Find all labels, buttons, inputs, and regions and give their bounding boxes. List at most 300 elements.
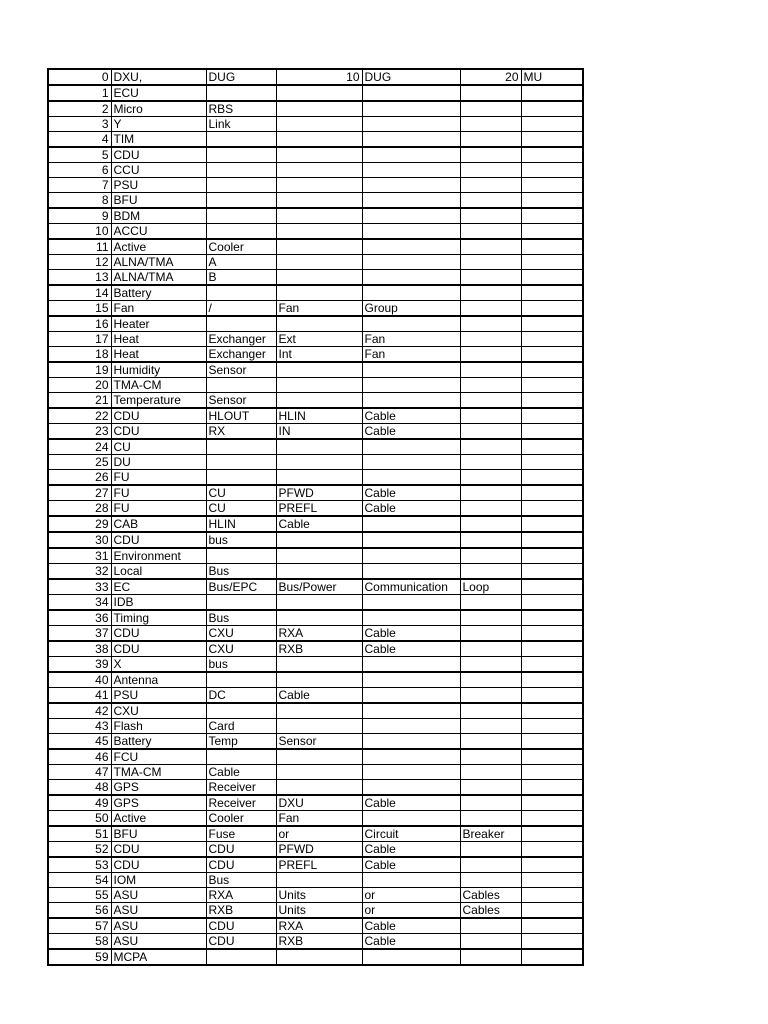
table-cell-col-f bbox=[460, 424, 521, 440]
table-cell-col-e: Cable bbox=[362, 795, 460, 811]
table-cell-row-number: 43 bbox=[48, 719, 111, 734]
table-row bbox=[48, 610, 583, 626]
table-cell-col-d bbox=[276, 780, 362, 796]
table-cell-col-e bbox=[362, 378, 460, 393]
table-cell-col-c: RXA bbox=[206, 888, 276, 903]
table-cell-col-b: GPS bbox=[111, 795, 206, 811]
table-cell-col-f bbox=[460, 548, 521, 564]
table-cell-col-b: FCU bbox=[111, 749, 206, 765]
table-row bbox=[48, 501, 583, 517]
table-cell-col-d bbox=[276, 703, 362, 719]
table-cell-col-d bbox=[276, 455, 362, 470]
table-cell-col-g bbox=[521, 564, 583, 580]
table-cell-col-d: 10 bbox=[276, 69, 362, 85]
table-cell-col-b: CU bbox=[111, 439, 206, 455]
table-row bbox=[48, 672, 583, 688]
table-cell-col-e: or bbox=[362, 888, 460, 903]
table-cell-col-b: Environment bbox=[111, 548, 206, 564]
table-cell-col-c: DUG bbox=[206, 69, 276, 85]
table-cell-row-number: 15 bbox=[48, 301, 111, 317]
table-cell-row-number: 30 bbox=[48, 532, 111, 548]
table-row bbox=[48, 147, 583, 163]
table-cell-row-number: 22 bbox=[48, 408, 111, 424]
table-row bbox=[48, 811, 583, 827]
table-cell-col-e: Cable bbox=[362, 857, 460, 873]
table-cell-col-g bbox=[521, 455, 583, 470]
table-cell-col-g bbox=[521, 626, 583, 642]
table-cell-col-b: MCPA bbox=[111, 949, 206, 965]
table-cell-col-b: Battery bbox=[111, 285, 206, 301]
table-cell-col-g bbox=[521, 734, 583, 750]
table-cell-col-b: FU bbox=[111, 485, 206, 501]
table-cell-col-c: Receiver bbox=[206, 795, 276, 811]
table-cell-col-f bbox=[460, 147, 521, 163]
table-cell-col-d bbox=[276, 224, 362, 240]
table-row bbox=[48, 826, 583, 842]
table-cell-col-d: Cable bbox=[276, 688, 362, 704]
table-cell-col-c: CU bbox=[206, 501, 276, 517]
table-cell-col-g bbox=[521, 918, 583, 934]
table-cell-col-g bbox=[521, 208, 583, 224]
table-cell-col-f bbox=[460, 595, 521, 611]
table-cell-row-number: 1 bbox=[48, 85, 111, 101]
table-row bbox=[48, 285, 583, 301]
table-cell-col-b: IDB bbox=[111, 595, 206, 611]
table-cell-col-g bbox=[521, 780, 583, 796]
table-cell-col-g bbox=[521, 501, 583, 517]
table-cell-col-g bbox=[521, 101, 583, 117]
table-cell-col-d: PREFL bbox=[276, 857, 362, 873]
table-cell-col-d bbox=[276, 749, 362, 765]
table-cell-col-f: Breaker bbox=[460, 826, 521, 842]
table-cell-col-d bbox=[276, 949, 362, 965]
table-cell-col-c: Bus bbox=[206, 873, 276, 888]
table-cell-col-d: Sensor bbox=[276, 734, 362, 750]
table-cell-col-e bbox=[362, 516, 460, 532]
table-cell-col-e: Cable bbox=[362, 424, 460, 440]
table-cell-row-number: 27 bbox=[48, 485, 111, 501]
table-cell-col-c bbox=[206, 178, 276, 193]
table-cell-col-c: B bbox=[206, 270, 276, 286]
table-cell-col-b: TMA-CM bbox=[111, 378, 206, 393]
table-cell-col-b: Humidity bbox=[111, 362, 206, 378]
table-cell-col-c bbox=[206, 147, 276, 163]
table-cell-col-c bbox=[206, 749, 276, 765]
table-cell-col-e bbox=[362, 208, 460, 224]
table-cell-col-f bbox=[460, 178, 521, 193]
table-cell-row-number: 17 bbox=[48, 332, 111, 347]
table-row bbox=[48, 378, 583, 393]
table-cell-row-number: 2 bbox=[48, 101, 111, 117]
table-cell-col-f bbox=[460, 85, 521, 101]
table-cell-col-c bbox=[206, 132, 276, 148]
table-cell-col-f bbox=[460, 610, 521, 626]
table-cell-col-e: Circuit bbox=[362, 826, 460, 842]
table-cell-row-number: 26 bbox=[48, 470, 111, 486]
table-row bbox=[48, 719, 583, 734]
table-cell-col-b: GPS bbox=[111, 780, 206, 796]
table-cell-col-d: Units bbox=[276, 903, 362, 919]
table-cell-col-g bbox=[521, 610, 583, 626]
table-cell-col-c: Bus bbox=[206, 610, 276, 626]
table-cell-col-c: CDU bbox=[206, 934, 276, 950]
table-cell-col-b: CDU bbox=[111, 424, 206, 440]
table-row bbox=[48, 934, 583, 950]
table-cell-col-b: Timing bbox=[111, 610, 206, 626]
table-row bbox=[48, 347, 583, 363]
table-cell-col-f bbox=[460, 163, 521, 178]
table-cell-col-e bbox=[362, 688, 460, 704]
table-cell-col-c bbox=[206, 703, 276, 719]
table-cell-col-f bbox=[460, 470, 521, 486]
table-cell-col-c: Cooler bbox=[206, 239, 276, 255]
table-cell-col-e: Cable bbox=[362, 842, 460, 858]
table-cell-col-c: Card bbox=[206, 719, 276, 734]
table-cell-col-c bbox=[206, 224, 276, 240]
table-cell-col-d: DXU bbox=[276, 795, 362, 811]
table-cell-col-d bbox=[276, 270, 362, 286]
table-cell-col-c: CDU bbox=[206, 842, 276, 858]
table-cell-col-e bbox=[362, 178, 460, 193]
table-cell-col-b: BFU bbox=[111, 193, 206, 209]
table-cell-col-e bbox=[362, 873, 460, 888]
table-cell-col-f bbox=[460, 208, 521, 224]
table-cell-col-b: Battery bbox=[111, 734, 206, 750]
table-cell-col-f: Cables bbox=[460, 903, 521, 919]
table-cell-col-c: Exchanger bbox=[206, 332, 276, 347]
table-cell-col-d: PFWD bbox=[276, 485, 362, 501]
table-cell-row-number: 55 bbox=[48, 888, 111, 903]
table-cell-col-e: Fan bbox=[362, 347, 460, 363]
table-cell-col-c bbox=[206, 378, 276, 393]
table-cell-row-number: 45 bbox=[48, 734, 111, 750]
table-cell-col-d: PFWD bbox=[276, 842, 362, 858]
table-row bbox=[48, 193, 583, 209]
table-cell-col-g bbox=[521, 949, 583, 965]
table-cell-row-number: 31 bbox=[48, 548, 111, 564]
table-cell-row-number: 53 bbox=[48, 857, 111, 873]
table-cell-col-e bbox=[362, 239, 460, 255]
table-cell-col-f bbox=[460, 516, 521, 532]
table-cell-col-c bbox=[206, 470, 276, 486]
table-cell-col-d: Int bbox=[276, 347, 362, 363]
table-cell-col-d: PREFL bbox=[276, 501, 362, 517]
table-cell-row-number: 14 bbox=[48, 285, 111, 301]
table-cell-col-f bbox=[460, 532, 521, 548]
table-cell-col-g bbox=[521, 163, 583, 178]
table-cell-col-g bbox=[521, 857, 583, 873]
table-cell-col-g bbox=[521, 811, 583, 827]
table-cell-col-b: PSU bbox=[111, 178, 206, 193]
table-row bbox=[48, 564, 583, 580]
table-cell-col-g bbox=[521, 270, 583, 286]
table-cell-col-c: CU bbox=[206, 485, 276, 501]
table-cell-row-number: 4 bbox=[48, 132, 111, 148]
table-cell-col-f bbox=[460, 408, 521, 424]
table-cell-col-c bbox=[206, 548, 276, 564]
table-cell-col-f bbox=[460, 270, 521, 286]
table-row bbox=[48, 795, 583, 811]
table-cell-col-e: Cable bbox=[362, 641, 460, 657]
table-cell-col-f bbox=[460, 857, 521, 873]
table-cell-col-b: IOM bbox=[111, 873, 206, 888]
table-cell-col-g bbox=[521, 393, 583, 409]
table-cell-col-d: Bus/Power bbox=[276, 579, 362, 595]
table-cell-row-number: 13 bbox=[48, 270, 111, 286]
table-cell-col-g bbox=[521, 795, 583, 811]
table-cell-col-g bbox=[521, 424, 583, 440]
table-cell-col-e: Cable bbox=[362, 626, 460, 642]
table-cell-col-g bbox=[521, 485, 583, 501]
table-cell-col-d bbox=[276, 101, 362, 117]
table-row bbox=[48, 393, 583, 409]
table-cell-col-f bbox=[460, 224, 521, 240]
table-cell-col-f bbox=[460, 501, 521, 517]
table-cell-col-b: FU bbox=[111, 501, 206, 517]
table-row bbox=[48, 688, 583, 704]
table-cell-row-number: 29 bbox=[48, 516, 111, 532]
table-cell-row-number: 34 bbox=[48, 595, 111, 611]
table-cell-col-f bbox=[460, 688, 521, 704]
table-cell-col-c: bus bbox=[206, 657, 276, 673]
table-cell-col-b: Flash bbox=[111, 719, 206, 734]
table-cell-row-number: 24 bbox=[48, 439, 111, 455]
table-cell-col-d bbox=[276, 595, 362, 611]
table-cell-col-b: ALNA/TMA bbox=[111, 270, 206, 286]
table-cell-col-e bbox=[362, 749, 460, 765]
table-cell-col-g bbox=[521, 117, 583, 132]
table-row bbox=[48, 101, 583, 117]
table-cell-col-f bbox=[460, 301, 521, 317]
table-cell-col-e bbox=[362, 455, 460, 470]
table-row bbox=[48, 208, 583, 224]
table-cell-col-c bbox=[206, 193, 276, 209]
table-cell-row-number: 32 bbox=[48, 564, 111, 580]
table-cell-col-e bbox=[362, 147, 460, 163]
table-cell-col-b: ALNA/TMA bbox=[111, 255, 206, 270]
table-cell-col-b: ASU bbox=[111, 888, 206, 903]
table-cell-col-d bbox=[276, 285, 362, 301]
table-cell-col-e bbox=[362, 270, 460, 286]
table-cell-col-f bbox=[460, 316, 521, 332]
table-row bbox=[48, 69, 583, 85]
table-cell-col-f bbox=[460, 117, 521, 132]
table-cell-col-g bbox=[521, 347, 583, 363]
table-cell-row-number: 41 bbox=[48, 688, 111, 704]
table-cell-col-e: Fan bbox=[362, 332, 460, 347]
table-cell-col-e bbox=[362, 117, 460, 132]
table-cell-col-d: Fan bbox=[276, 301, 362, 317]
table-row bbox=[48, 641, 583, 657]
spreadsheet-table bbox=[47, 68, 584, 966]
table-cell-col-g bbox=[521, 548, 583, 564]
table-cell-col-f bbox=[460, 132, 521, 148]
table-cell-col-d bbox=[276, 239, 362, 255]
table-cell-col-d bbox=[276, 163, 362, 178]
table-cell-col-b: DU bbox=[111, 455, 206, 470]
table-cell-col-d: RXA bbox=[276, 918, 362, 934]
table-cell-row-number: 54 bbox=[48, 873, 111, 888]
table-cell-col-g bbox=[521, 749, 583, 765]
table-cell-col-d bbox=[276, 672, 362, 688]
table-cell-col-c: A bbox=[206, 255, 276, 270]
table-cell-col-g bbox=[521, 316, 583, 332]
table-cell-col-g bbox=[521, 842, 583, 858]
table-cell-col-f bbox=[460, 362, 521, 378]
table-cell-col-f bbox=[460, 749, 521, 765]
table-cell-row-number: 5 bbox=[48, 147, 111, 163]
table-cell-col-b: ASU bbox=[111, 934, 206, 950]
table-cell-col-b: TIM bbox=[111, 132, 206, 148]
table-cell-col-f bbox=[460, 393, 521, 409]
table-cell-row-number: 33 bbox=[48, 579, 111, 595]
table-cell-col-b: ECU bbox=[111, 85, 206, 101]
table-cell-col-c: Cable bbox=[206, 765, 276, 780]
table-row bbox=[48, 85, 583, 101]
table-cell-col-f bbox=[460, 918, 521, 934]
table-cell-col-c: / bbox=[206, 301, 276, 317]
table-cell-col-b: ASU bbox=[111, 903, 206, 919]
table-cell-col-g bbox=[521, 285, 583, 301]
table-cell-col-b: TMA-CM bbox=[111, 765, 206, 780]
table-cell-col-f bbox=[460, 485, 521, 501]
table-cell-col-c: CXU bbox=[206, 641, 276, 657]
table-cell-row-number: 38 bbox=[48, 641, 111, 657]
table-cell-col-f bbox=[460, 378, 521, 393]
table-cell-col-e bbox=[362, 765, 460, 780]
table-row bbox=[48, 255, 583, 270]
table-cell-col-d: IN bbox=[276, 424, 362, 440]
table-cell-col-g bbox=[521, 147, 583, 163]
table-cell-col-c: Sensor bbox=[206, 362, 276, 378]
table-cell-row-number: 20 bbox=[48, 378, 111, 393]
table-cell-col-c bbox=[206, 316, 276, 332]
table-row bbox=[48, 734, 583, 750]
table-cell-col-d bbox=[276, 255, 362, 270]
table-row bbox=[48, 132, 583, 148]
table-cell-col-c: Bus bbox=[206, 564, 276, 580]
table-cell-row-number: 10 bbox=[48, 224, 111, 240]
table-cell-col-d: RXB bbox=[276, 934, 362, 950]
table-cell-col-c bbox=[206, 85, 276, 101]
table-cell-col-b: EC bbox=[111, 579, 206, 595]
table-cell-col-e bbox=[362, 703, 460, 719]
table-cell-col-b: CXU bbox=[111, 703, 206, 719]
table-row bbox=[48, 316, 583, 332]
table-cell-col-e bbox=[362, 780, 460, 796]
table-cell-row-number: 37 bbox=[48, 626, 111, 642]
table-cell-col-f bbox=[460, 703, 521, 719]
table-cell-col-d bbox=[276, 193, 362, 209]
table-cell-col-f bbox=[460, 873, 521, 888]
table-cell-row-number: 6 bbox=[48, 163, 111, 178]
table-cell-col-c: CDU bbox=[206, 857, 276, 873]
table-cell-row-number: 7 bbox=[48, 178, 111, 193]
table-cell-col-g bbox=[521, 332, 583, 347]
table-row bbox=[48, 178, 583, 193]
table-body bbox=[48, 69, 583, 965]
table-cell-col-d: RXA bbox=[276, 626, 362, 642]
table-cell-col-f bbox=[460, 780, 521, 796]
table-cell-col-g bbox=[521, 688, 583, 704]
table-cell-col-c: bus bbox=[206, 532, 276, 548]
table-cell-row-number: 47 bbox=[48, 765, 111, 780]
table-cell-col-c: CDU bbox=[206, 918, 276, 934]
table-cell-col-f bbox=[460, 564, 521, 580]
table-cell-col-g bbox=[521, 595, 583, 611]
table-cell-col-d: Cable bbox=[276, 516, 362, 532]
table-cell-row-number: 21 bbox=[48, 393, 111, 409]
table-cell-col-e bbox=[362, 734, 460, 750]
table-cell-col-c bbox=[206, 208, 276, 224]
table-cell-col-g bbox=[521, 132, 583, 148]
table-cell-col-c: Temp bbox=[206, 734, 276, 750]
table-cell-col-d: or bbox=[276, 826, 362, 842]
table-cell-col-g bbox=[521, 672, 583, 688]
table-cell-col-g bbox=[521, 85, 583, 101]
table-cell-col-e bbox=[362, 532, 460, 548]
table-cell-col-d bbox=[276, 470, 362, 486]
table-cell-col-c bbox=[206, 285, 276, 301]
table-cell-col-g bbox=[521, 657, 583, 673]
table-cell-col-c: RBS bbox=[206, 101, 276, 117]
table-cell-col-e: Cable bbox=[362, 485, 460, 501]
table-cell-col-f: 20 bbox=[460, 69, 521, 85]
table-cell-col-b: CDU bbox=[111, 626, 206, 642]
table-cell-col-e bbox=[362, 255, 460, 270]
table-cell-col-f bbox=[460, 285, 521, 301]
table-cell-col-e: or bbox=[362, 903, 460, 919]
table-row bbox=[48, 117, 583, 132]
table-row bbox=[48, 842, 583, 858]
table-cell-col-g bbox=[521, 378, 583, 393]
table-cell-col-b: ACCU bbox=[111, 224, 206, 240]
table-row bbox=[48, 362, 583, 378]
table-cell-col-g bbox=[521, 362, 583, 378]
table-cell-col-e: DUG bbox=[362, 69, 460, 85]
table-row bbox=[48, 765, 583, 780]
table-cell-col-b: Y bbox=[111, 117, 206, 132]
table-row bbox=[48, 949, 583, 965]
table-cell-col-c: Bus/EPC bbox=[206, 579, 276, 595]
table-row bbox=[48, 903, 583, 919]
table-cell-col-b: Temperature bbox=[111, 393, 206, 409]
table-cell-col-e bbox=[362, 657, 460, 673]
table-cell-row-number: 46 bbox=[48, 749, 111, 765]
table-cell-col-c: RXB bbox=[206, 903, 276, 919]
table-cell-row-number: 3 bbox=[48, 117, 111, 132]
table-row bbox=[48, 470, 583, 486]
table-cell-col-d bbox=[276, 378, 362, 393]
table-cell-col-g bbox=[521, 255, 583, 270]
table-row bbox=[48, 408, 583, 424]
table-cell-col-e: Communication bbox=[362, 579, 460, 595]
table-cell-col-e bbox=[362, 439, 460, 455]
table-cell-col-e bbox=[362, 470, 460, 486]
table-cell-col-e bbox=[362, 719, 460, 734]
table-cell-col-f bbox=[460, 255, 521, 270]
table-cell-col-g bbox=[521, 579, 583, 595]
table-cell-col-f bbox=[460, 795, 521, 811]
table-cell-row-number: 28 bbox=[48, 501, 111, 517]
table-cell-col-e bbox=[362, 393, 460, 409]
table-cell-col-c: Cooler bbox=[206, 811, 276, 827]
table-cell-col-e: Group bbox=[362, 301, 460, 317]
table-row bbox=[48, 857, 583, 873]
table-cell-col-b: FU bbox=[111, 470, 206, 486]
table-cell-col-e bbox=[362, 193, 460, 209]
table-cell-col-g bbox=[521, 224, 583, 240]
